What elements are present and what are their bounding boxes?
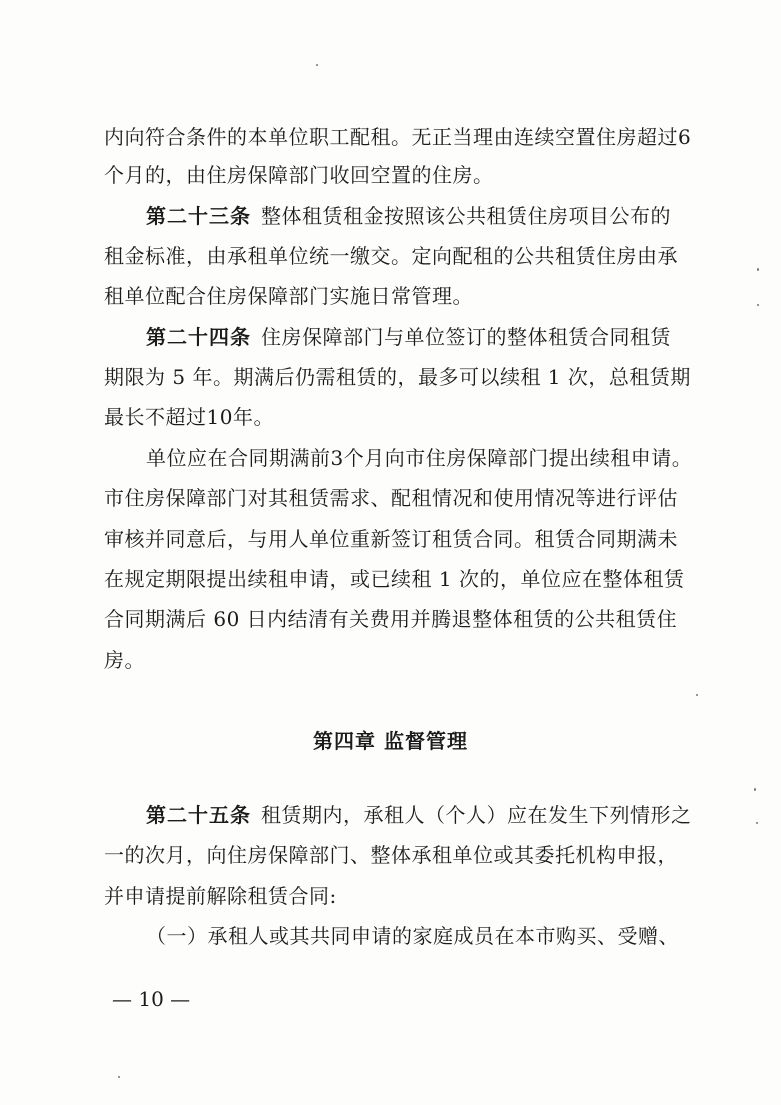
text-line: 租金标准，由承租单位统一缴交。定向配租的公共租赁住房由承 [104,244,678,268]
text-line: 在规定期限提出续租申请，或已续租 1 次的，单位应在整体租赁 [104,567,685,591]
text-line: 租单位配合住房保障部门实施日常管理。 [104,284,473,308]
article-number: 第二十三条 [146,204,251,228]
scan-speck [754,788,756,791]
text-line: 内向符合条件的本单位职工配租。无正当理由连续空置住房超过6 [104,125,692,149]
text-line: 租赁期内，承租人（个人）应在发生下列情形之 [261,803,692,827]
text-line: 合同期满后 60 日内结清有关费用并腾退整体租赁的公共租赁住 [104,607,678,631]
text-line: 住房保障部门与单位签订的整体租赁合同租赁 [261,325,671,349]
text-line: 市住房保障部门对其租赁需求、配租情况和使用情况等进行评估 [104,486,678,510]
chapter-title: 第四章 监督管理 [313,729,468,753]
article-23-first-line [146,204,706,228]
scan-speck [696,694,698,696]
text-line: 最长不超过10年。 [104,405,274,429]
text-line: （一）承租人或其共同申请的家庭成员在本市购买、受赠、 [146,924,679,948]
text-line: 并申请提前解除租赁合同: [104,884,337,908]
scan-speck [316,64,318,66]
text-line: 一的次月，向住房保障部门、整体承租单位或其委托机构申报， [104,843,678,867]
text-line: 期限为 5 年。期满后仍需租赁的，最多可以续租 1 次，总租赁期 [104,365,691,389]
text-line: 整体租赁租金按照该公共租赁住房项目公布的 [261,204,671,228]
scan-speck [118,1076,120,1078]
article-number: 第二十五条 [146,803,251,827]
article-24-first-line [146,325,706,349]
page-number: — 10 — [112,987,191,1011]
article-number: 第二十四条 [146,325,251,349]
text-line: 审核并同意后，与用人单位重新签订租赁合同。租赁合同期满未 [104,527,678,551]
text-line: 房。 [104,648,145,672]
scan-speck [756,822,758,824]
scan-speck [757,268,759,271]
scan-speck [757,304,759,306]
text-line: 个月的，由住房保障部门收回空置的住房。 [104,163,494,187]
text-line: 单位应在合同期满前3个月向市住房保障部门提出续租申请。 [146,446,693,470]
article-25-first-line [146,803,706,827]
